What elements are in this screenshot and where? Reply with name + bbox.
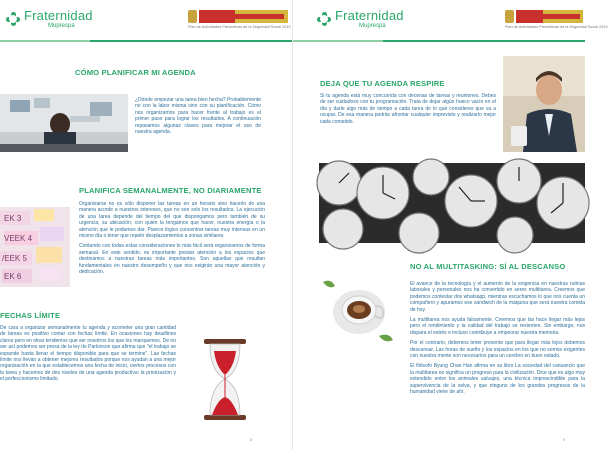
brand-logo: [4, 9, 93, 29]
paragraph: Por el contrario, debemos tener presente que para llegar más lejos debemos descansar. Las horas de sueño y los espacios en los que no somos exigentes con nuestra mente son necesarios para un cerebro en buen estado.: [410, 340, 585, 360]
left-page: [0, 0, 292, 450]
svg-text:EK 3: EK 3: [4, 214, 22, 223]
gov-spain-badge-icon: [188, 10, 197, 23]
section-text-respire: Si tu agenda está muy concurrida con decenas de tareas y reuniones. Debes de ser cuidadoso con tu programación. Trata de dejar algún hueco vacío en el día y darle algo más de tiempo a cada tarea de lo que consideres que va a ocupar. De esa manera podrás afrontar cualquier imprevisto y realizarlo mejor cada cometido.: [320, 93, 496, 125]
paragraph: Contando con todas estas consideraciones lo más fácil será organizarnos de forma semanal. En este sentido, es importante prestar atención a los espacios que destinamos a nuestras tareas más importantes. Son aquellas que resultan fundamentales en nuestro desempeño y que nos exigirán una mayor atención y dedicación.: [79, 243, 265, 276]
brand-sub: Muprespa: [359, 23, 386, 29]
section-title-multitasking: NO AL MULTITASKING: SÍ AL DESCANSO: [410, 262, 566, 271]
gov-badge: [505, 10, 608, 29]
paragraph: La multitarea nos ayuda falsamente. Creemos que las hace llegar más lejos pero el rendimiento y la calidad del trabajo se resienten. Sin embargo, nos dispara el estrés e incluso contribuye a empeorar nuestra memoria.: [410, 317, 585, 336]
svg-text:VEEK 4: VEEK 4: [4, 234, 33, 243]
brand-sub: Muprespa: [48, 23, 75, 29]
paragraph: El filósofo Byung Chan Han afirma en su libro La sociedad del cansancio que la multitarea no significa un progreso para la civilización. Dice que es algo muy extendido entre los animales salvajes, una técnica imprescindible para la supervivencia de la selva, y que ninguno de los grandes progresos de la humanidad viene de ahí.: [410, 363, 585, 396]
page-number-left: 8: [250, 437, 253, 442]
svg-text:EK 6: EK 6: [4, 272, 22, 281]
paragraph: Organizarse no es sólo disponer las tareas en un horario sino hacerlo de una manera acorde a nuestros intereses, que no son solo los resultados. La ejecución de una tarea depende del tiempo del que dispongamos pero también de su urgencia, su ubicación, con quién la tengamos que hacer, nuestra energía o la atención que le podamos dar. Parece lógico concentrar tareas muy intensas en un mismo día o tener que repetir desplazamientos a zonas similares.: [79, 201, 265, 240]
photo-weekly-board: [0, 207, 70, 287]
brand-name: Fraternidad: [335, 8, 404, 23]
gov-caption: Plan de Actividades Preventivas de la Seguridad Social 2019: [505, 25, 608, 29]
section-title-planificar: CÓMO PLANIFICAR MI AGENDA: [75, 68, 196, 77]
photo-man-whiteboard: [0, 94, 128, 152]
gov-caption: Plan de Actividades Preventivas de la Seguridad Social 2019: [188, 25, 291, 29]
section-title-semanal: PLANIFICA SEMANALMENTE, NO DIARIAMENTE: [79, 186, 262, 195]
section-title-fechas: FECHAS LÍMITE: [0, 311, 61, 320]
svg-text:/EEK 5: /EEK 5: [2, 254, 27, 263]
photo-clocks: [319, 163, 585, 243]
section-title-respire: DEJA QUE TU AGENDA RESPIRE: [320, 79, 445, 88]
photo-smiling-man: [503, 56, 585, 152]
section-text-fechas: De cara a organizar semanalmente tu agenda y acometer una gran cantidad de tareas es positivo contar con fechas límite. En ocasiones hay deadlines claros pero en otras tendemos que ser nosotros los que los marquemos. De no ser así podemos ser presa de la ley de Parkinson que afirma que "el trabajo se expande hasta llenar el tiempo disponible para que se termine". Las fechas límite nos llevan a obtener mejores resultados porque nos ayudan a una mejor organización en la que establecemos una fecha de inicio, ciertos procesos con la tarea y hacemos de dos niveles de una agenda productiva: la priorización y el perfeccionismo limitado.: [0, 325, 176, 383]
section-body-multitasking: [410, 281, 585, 400]
header-divider: [0, 40, 292, 42]
right-page: [293, 0, 608, 450]
fraternidad-cross-logo-icon: [315, 10, 333, 28]
gov-badge: [188, 10, 291, 29]
paragraph: El avance de la tecnología y el aumento de la exigencia en nuestras rutinas laborales y personales nos ha convertido en seres multitarea. Creemos que podemos contestar dos whatsapp, mientras escuchamos lo que nos cuenta un compañero y apuramos ese sándwich de la máquina que será nuestra comida de hoy.: [410, 281, 585, 313]
brand-name: Fraternidad: [24, 8, 93, 23]
gov-spain-badge-icon: [505, 10, 514, 23]
header-divider: [293, 40, 585, 42]
photo-coffee-cup: [319, 276, 397, 344]
fraternidad-cross-logo-icon: [4, 10, 22, 28]
section-text-planificar: ¿Dónde empezar una tarea bien hecha? Probablemente no con la labor misma sino con su planificación. Cómo nos organizamos para hacer frente al trabajo es el primer paso para lograr los resultados. A continuación repasamos algunas claves para mejorar el uso de nuestra agenda.: [135, 97, 261, 136]
page-number-right: 9: [563, 437, 566, 442]
section-body-semanal: [79, 201, 265, 279]
brand-logo: [315, 9, 404, 29]
photo-hourglass: [182, 335, 268, 423]
